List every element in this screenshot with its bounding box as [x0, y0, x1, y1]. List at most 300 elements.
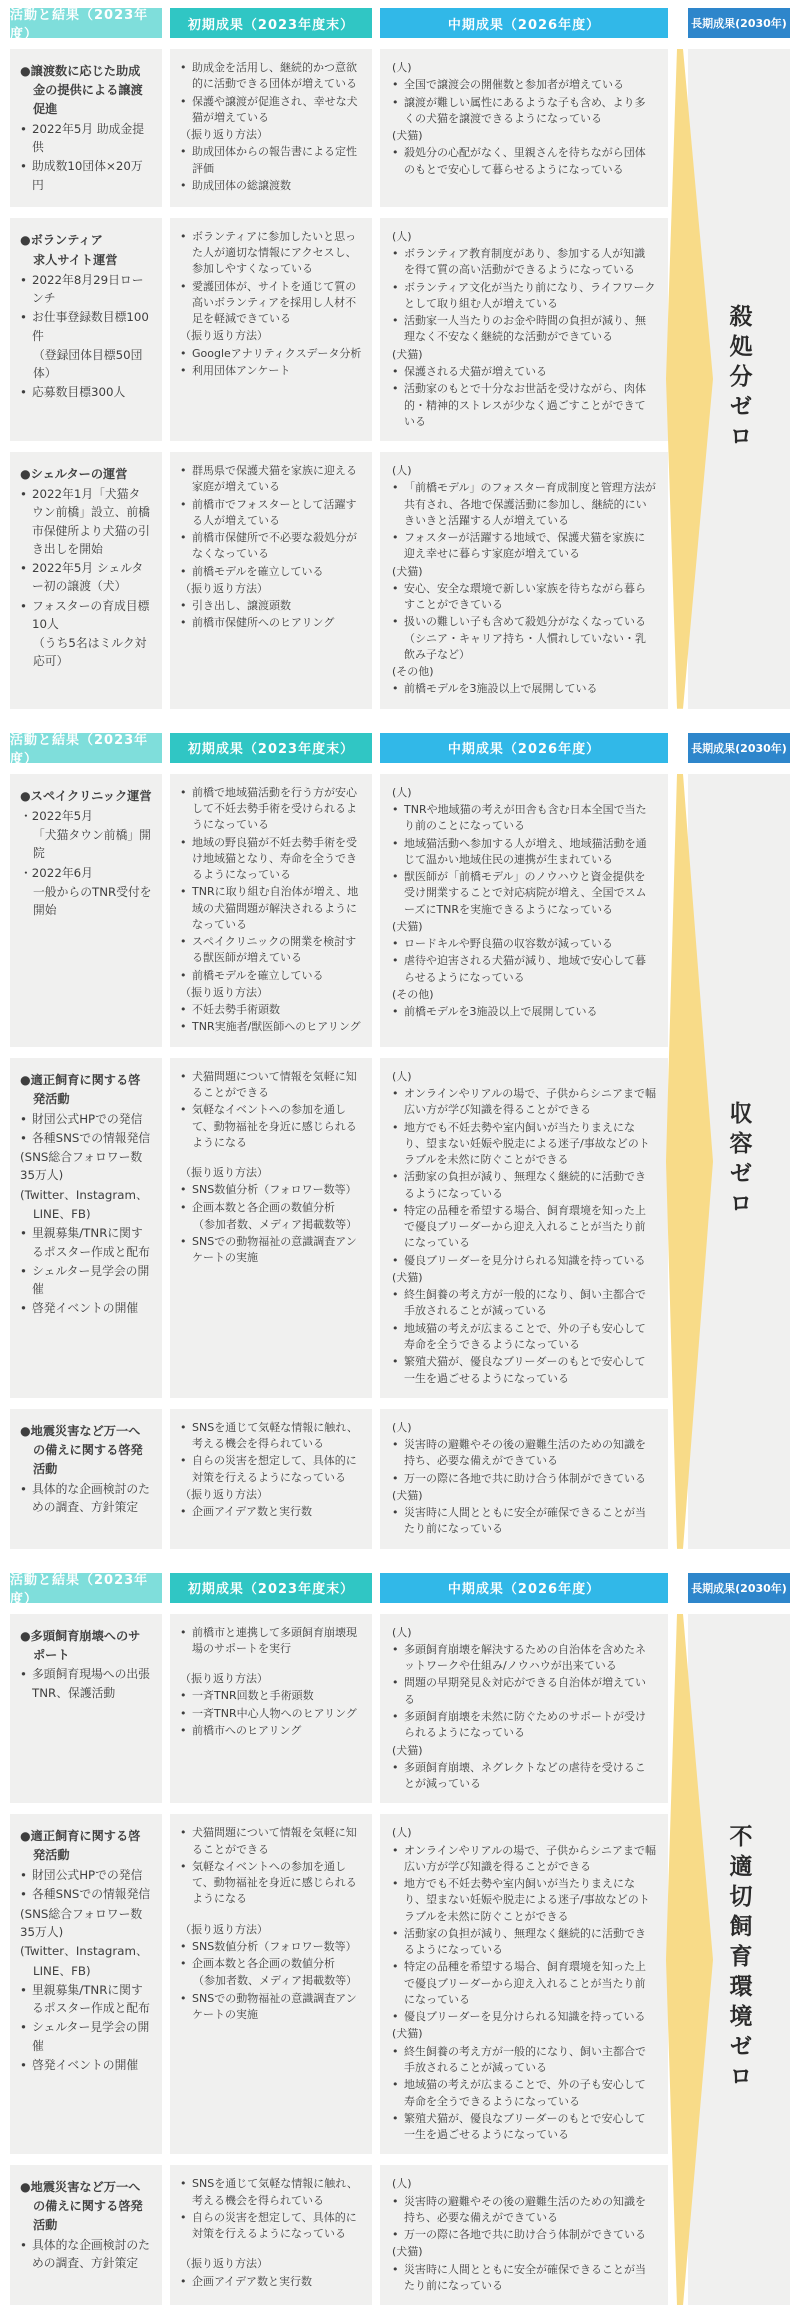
bullet-item [392, 1253, 656, 1269]
bullet-text: フォスターの育成目標10人 [32, 598, 150, 631]
bullet-item [20, 559, 152, 596]
bullet-icon: • [20, 1982, 27, 1997]
bullet-icon: • [392, 481, 399, 495]
bullet-item [392, 802, 656, 835]
bullet-text: 一斉TNR中心人物へのヒアリング [192, 1706, 357, 1720]
text-line: (犬猫) [392, 1270, 423, 1284]
text-line: (SNS総合フォロワー数35万人) [20, 1906, 143, 1939]
bullet-item [20, 1885, 152, 1903]
bullet-item [180, 1504, 362, 1520]
bullet-icon: • [180, 885, 187, 899]
bullet-item [392, 1004, 656, 1020]
long-term-outcome-label: 殺処分ゼロ [725, 303, 752, 454]
bullet-icon: • [20, 598, 27, 613]
bullet-icon: • [180, 1957, 187, 1971]
bullet-icon: • [180, 1020, 187, 1034]
bullet-text: 企画アイデア数と実行数 [192, 1505, 313, 1519]
bullet-item [20, 1299, 152, 1317]
bullet-text: 繁殖犬猫が、優良なブリーダーのもとで安心して一生を過ごせるようになっている [404, 1355, 646, 1385]
bullet-item [392, 1203, 656, 1252]
bullet-item [180, 1069, 362, 1102]
bullet-item [392, 869, 656, 918]
bullet-icon: • [180, 1235, 187, 1249]
bullet-item [180, 1019, 362, 1035]
bullet-item [392, 1354, 656, 1387]
text-line: (犬猫) [392, 1743, 423, 1757]
line-spacer [180, 2243, 362, 2255]
bullet-text: 引き出し、譲渡頭数 [192, 599, 291, 613]
initial-cell [170, 774, 372, 1047]
bullet-item [392, 1959, 656, 2008]
bullet-item [392, 681, 656, 697]
bullet-text: 具体的な企画検討のための調査、方針策定 [32, 1481, 150, 1514]
bullet-item [20, 485, 152, 558]
bullet-text: SNSでの動物福祉の意識調査アンケートの実施 [192, 1235, 357, 1265]
bullet-icon: • [180, 531, 187, 545]
bullet-item [180, 530, 362, 563]
activity-title: ●多頭飼育崩壊へのサポート [20, 1628, 141, 1662]
bullet-item [180, 1688, 362, 1704]
bullet-item [392, 581, 656, 614]
bullet-item [180, 1723, 362, 1739]
bullet-item [392, 280, 656, 313]
bullet-item [20, 1866, 152, 1884]
bullet-icon: • [392, 803, 399, 817]
text-line: (人) [392, 61, 412, 74]
bullet-text: ボランティア教育制度があり、参加する人が知識を得て質の高い活動ができるようになっている [404, 247, 646, 277]
bullet-text: 前橋モデルを3施設以上で展開している [404, 1005, 598, 1019]
bullet-text: 繁殖犬猫が、優良なブリーダーのもとで安心して一生を過ごせるようになっている [404, 2111, 646, 2142]
bullet-text: 一斉TNR回数と手術頭数 [192, 1689, 314, 1703]
bullet-text: 災害時に人間とともに安全が確保できることが当たり前になっている [404, 1506, 646, 1536]
bullet-text: SNSを通じて気軽な情報に触れ、考える機会を得られている [192, 1420, 358, 1451]
text-line: (Twitter、Instagram、 [20, 1187, 148, 1202]
bullet-text: 地域猫活動へ参加する人が増え、地域猫活動を通じて温かい地域住民の連携が生まれている [404, 836, 647, 866]
activity-title: ●スペイクリニック運営 [20, 788, 152, 803]
bullet-item [392, 313, 656, 346]
bullet-icon: • [392, 1926, 399, 1940]
bullet-text: 前橋モデルを3施設以上で展開している [404, 682, 598, 696]
activity-cell [10, 1058, 162, 1398]
bullet-text: 気軽なイベントへの参加を通して、動物福祉を身近に感じられるようになる [192, 1103, 357, 1149]
bullet-item [180, 363, 362, 379]
bullet-item [20, 271, 152, 308]
text-line: (人) [392, 1826, 412, 1840]
text-line: （振り返り方法） [180, 985, 268, 999]
bullet-item [20, 1224, 152, 1261]
bullet-icon: • [392, 247, 399, 261]
activity-title: ●地震災害など万一への備えに関する啓発活動 [20, 2180, 143, 2233]
bullet-icon: • [180, 497, 187, 511]
text-line: LINE、FB) [33, 1963, 91, 1978]
text-line: (人) [392, 464, 412, 478]
bullet-text: シェルター見学会の開催 [32, 2020, 150, 2053]
bullet-item [392, 2262, 656, 2295]
section-zero-intake [10, 733, 792, 1549]
bullet-text: スペイクリニックの開業を検討する獣医師が増えている [192, 935, 357, 965]
activity-cell [10, 49, 162, 207]
activity-cell [10, 2165, 162, 2305]
bullet-text: 前橋市へのヒアリング [192, 1723, 302, 1737]
bullet-item [180, 2176, 362, 2209]
bullet-icon: • [180, 178, 187, 192]
mid-cell [380, 1614, 668, 1804]
bullet-text: 万一の際に各地で共に助け合う体制ができている [404, 2228, 646, 2242]
bullet-text: 問題の早期発見＆対応ができる自治体が増えている [404, 1676, 646, 1706]
bullet-icon: • [180, 1069, 187, 1083]
bullet-icon: • [392, 1760, 399, 1774]
bullet-icon: • [392, 95, 399, 109]
bullet-icon: • [180, 1103, 187, 1117]
bullet-item [20, 1110, 152, 1128]
bullet-text: お仕事登録数目標100件 [32, 310, 149, 343]
bullet-text: 助成金を活用し、継続的かつ意欲的に活動できる団体が増えている [192, 61, 357, 91]
text-line: （振り返り方法） [180, 128, 268, 142]
bullet-item [180, 1200, 362, 1216]
bullet-icon: • [180, 1200, 187, 1214]
bullet-icon: • [180, 564, 187, 578]
bullet-text: SNS数値分析（フォロワー数等） [192, 1939, 357, 1953]
bullet-icon: • [392, 581, 399, 595]
bullet-item [180, 144, 362, 177]
bullet-text: 災害時の避難やその後の避難生活のための知識を持ち、必要な備えができている [404, 1438, 646, 1468]
bullet-text: 自らの災害を想定して、具体的に対策を行えるようになっている [192, 2210, 357, 2241]
bullet-icon: • [180, 1706, 187, 1720]
bullet-icon: • [180, 94, 187, 108]
bullet-text: 愛護団体が、サイトを通じて質の高いボランティアを採用し人材不足を軽減できている [192, 279, 357, 326]
bullet-text: 助成数10団体×20万円 [32, 159, 143, 192]
bullet-text: ボランティアに参加したいと思った人が適切な情報にアクセスし、参加しやすくなっている [192, 229, 357, 276]
mid-cell [380, 774, 668, 1047]
bullet-text: 「前橋モデル」のフォスター育成制度と管理方法が共有され、各地で保護活動に参加し、継続的にいきいきと活躍する人が増えている [404, 481, 656, 527]
bullet-text: シェルター見学会の開催 [32, 1263, 150, 1297]
bullet-item [20, 383, 152, 401]
bullet-icon: • [180, 785, 187, 799]
bullet-item [20, 2018, 152, 2055]
bullet-item [20, 1480, 152, 1517]
bullet-text: 活動家の負担が減り、無理なく継続的に活動できるようになっている [404, 1926, 646, 1957]
activity-cell [10, 218, 162, 441]
initial-cell [170, 1409, 372, 1549]
text-line: (犬猫) [392, 347, 423, 361]
bullet-item [392, 2194, 656, 2227]
text-line: (人) [392, 1625, 412, 1639]
bullet-text: 地方でも不妊去勢や室内飼いが当たりまえになり、望まない妊娠や脱走による迷子/事故などのトラブルを未然に防ぐことができる [404, 1877, 650, 1923]
bullet-text: 万一の際に各地で共に助け合う体制ができている [404, 1471, 646, 1485]
bullet-item [392, 364, 656, 380]
bullet-item [20, 2236, 152, 2273]
activity-cell [10, 774, 162, 1047]
column-header-activities: 活動と結果（2023年度） [10, 1573, 162, 1603]
bullet-icon: • [180, 599, 187, 613]
bullet-text: 地域猫の考えが広まることで、外の子も安心して寿命を全うできるようになっている [404, 2078, 646, 2108]
bullet-icon: • [180, 835, 187, 849]
bullet-item [180, 346, 362, 362]
bullet-item [180, 94, 362, 127]
bullet-text: 2022年5月 助成金提供 [32, 121, 145, 154]
text-line: （振り返り方法） [180, 1487, 268, 1501]
bullet-text: TNRや地域猫の考えが田舎も含む日本全国で当たり前のことになっている [404, 803, 647, 833]
bullet-text: 助成団体の総譲渡数 [192, 178, 291, 192]
bullet-text: 応募数目標300人 [32, 385, 126, 400]
bullet-item [20, 1129, 152, 1147]
activity-cell [10, 1814, 162, 2154]
text-line: (その他) [392, 987, 434, 1001]
bullet-text: 獣医師が「前橋モデル」のノウハウと資金提供を受け開業することで対応病院が増え、全国でスムーズにTNRを実施できるようになっている [404, 870, 647, 916]
column-header-mid: 中期成果（2026年度） [380, 1573, 668, 1603]
bullet-text: 前橋市保健所で不必要な殺処分がなくなっている [192, 531, 357, 561]
bullet-item [392, 614, 656, 663]
bullet-icon: • [392, 2111, 399, 2125]
bullet-icon: • [20, 1868, 27, 1883]
bullet-item [392, 2111, 656, 2144]
bullet-item [392, 1321, 656, 1354]
bullet-icon: • [392, 1087, 399, 1100]
bullet-icon: • [392, 78, 399, 92]
bullet-icon: • [180, 1420, 187, 1434]
text-line: （参加者数、メディア掲載数等） [193, 1974, 358, 1988]
bullet-item [392, 2009, 656, 2025]
text-line: （振り返り方法） [180, 581, 268, 595]
bullet-item [392, 1505, 656, 1538]
bullet-text: 地域猫の考えが広まることで、外の子も安心して寿命を全うできるようになっている [404, 1321, 646, 1351]
column-header-initial: 初期成果（2023年度末） [170, 8, 372, 38]
bullet-icon: • [20, 1130, 27, 1145]
bullet-text: 保護される犬猫が増えている [404, 364, 547, 378]
mid-cell [380, 1409, 668, 1549]
mid-cell [380, 452, 668, 709]
bullet-icon: • [20, 1111, 27, 1126]
bullet-icon: • [392, 1253, 399, 1267]
bullet-text: 不妊去勢手術頭数 [192, 1003, 280, 1017]
bullet-icon: • [20, 272, 27, 287]
bullet-icon: • [20, 1301, 27, 1316]
bullet-icon: • [20, 2020, 27, 2035]
bullet-item [20, 1665, 152, 1702]
bullet-text: 財団公式HPでの発信 [32, 1111, 143, 1126]
initial-cell [170, 1814, 372, 2154]
bullet-icon: • [392, 682, 399, 696]
bullet-item [180, 60, 362, 93]
bullet-item [180, 1102, 362, 1151]
column-header-initial: 初期成果（2023年度末） [170, 733, 372, 763]
section-zero-culling [10, 8, 792, 709]
text-line: （振り返り方法） [180, 1922, 268, 1936]
bullet-icon: • [180, 968, 187, 982]
bullet-text: 具体的な企画検討のための調査、方針策定 [32, 2238, 150, 2271]
bullet-item [392, 381, 656, 430]
bullet-item [180, 1939, 362, 1955]
bullet-item [180, 1706, 362, 1722]
bullet-icon: • [392, 1355, 399, 1369]
bullet-text: 前橋市保健所へのヒアリング [192, 616, 335, 630]
bullet-item [180, 2274, 362, 2290]
bullet-text: 殺処分の心配がなく、里親さんを待ちながら団体のもとで安心して暮らせるようになっている [404, 146, 646, 176]
text-line: (人) [392, 229, 412, 243]
activity-title: ●シェルターの運営 [20, 467, 128, 482]
bullet-icon: • [392, 146, 399, 160]
bullet-icon: • [180, 464, 187, 478]
bullet-item [180, 598, 362, 614]
initial-cell [170, 49, 372, 207]
text-line: (Twitter、Instagram、 [20, 1944, 148, 1959]
bullet-icon: • [180, 61, 187, 74]
bullet-item [392, 1287, 656, 1320]
text-line: (その他) [392, 665, 434, 679]
bullet-text: 前橋市と連携して多頭飼育崩壊現場のサポートを実行 [192, 1625, 357, 1655]
column-header-long: 長期成果(2030年) [688, 8, 790, 38]
bullet-item [392, 1675, 656, 1708]
text-line: (犬猫) [392, 1488, 423, 1502]
bullet-icon: • [392, 2010, 399, 2024]
bullet-item [392, 1086, 656, 1119]
bullet-text: オンラインやリアルの場で、子供からシニアまで幅広い方が学び知識を得ることができる [404, 1087, 657, 1117]
bullet-text: 前橋モデルを確立している [192, 968, 324, 982]
bullet-text: 虐待や迫害される犬猫が減り、地域で安心して暮らせるようになっている [404, 954, 646, 984]
bullet-text: 犬猫問題について情報を気軽に知ることができる [192, 1069, 357, 1099]
bullet-item [392, 1642, 656, 1675]
bullet-text: 災害時に人間とともに安全が確保できることが当たり前になっている [404, 2262, 646, 2292]
bullet-text: 里親募集/TNRに関するポスター作成と配布 [32, 1982, 150, 2016]
bullet-text: 終生飼養の考え方が一般的になり、飼い主都合で手放されることが減っている [404, 2044, 646, 2075]
bullet-item [392, 246, 656, 279]
initial-cell [170, 1058, 372, 1398]
initial-cell [170, 2165, 372, 2305]
text-line: （うち5名はミルク対応可） [33, 636, 147, 669]
text-line: （振り返り方法） [180, 2257, 268, 2271]
bullet-item [392, 145, 656, 178]
bullet-icon: • [392, 954, 399, 968]
bullet-text: TNRに取り組む自治体が増え、地域の犬猫問題が解決されるようになっている [192, 885, 359, 931]
bullet-item [180, 968, 362, 984]
bullet-item [392, 1760, 656, 1793]
activity-title: ●適正飼育に関する啓発活動 [20, 1829, 141, 1863]
bullet-icon: • [392, 1005, 399, 1019]
bullet-text: 2022年1月「犬猫タウン前橋」設立、前橋市保健所より犬猫の引き出しを開始 [32, 486, 150, 556]
bullet-text: 企画本数と各企画の数値分析 [192, 1200, 335, 1214]
bullet-item [180, 229, 362, 278]
bullet-icon: • [392, 870, 399, 884]
text-line: （振り返り方法） [180, 329, 268, 343]
bullet-icon: • [392, 2262, 399, 2276]
bullet-item [392, 1120, 656, 1169]
bullet-icon: • [180, 279, 187, 293]
text-line: (人) [392, 2177, 412, 2191]
bullet-icon: • [392, 1120, 399, 1134]
bullet-icon: • [392, 1960, 399, 1974]
initial-cell [170, 452, 372, 709]
text-line: (犬猫) [392, 2027, 423, 2041]
bullet-item [20, 1262, 152, 1299]
bullet-icon: • [180, 1505, 187, 1519]
bullet-text: 特定の品種を希望する場合、飼育環境を知った上で優良ブリーダーから迎え入れることが当たり前になっている [404, 1960, 646, 2006]
column-header-long: 長期成果(2030年) [688, 733, 790, 763]
bullet-text: 多頭飼育崩壊、ネグレクトなどの虐待を受けることが減っている [404, 1760, 646, 1791]
bullet-item [180, 1234, 362, 1267]
bullet-text: 利用団体アンケート [192, 363, 291, 377]
bullet-text: 活動家一人当たりのお金や時間の負担が減り、無理なく不安なく継続的な活動ができている [404, 314, 646, 344]
text-line: (犬猫) [392, 129, 423, 143]
bullet-text: フォスターが活躍する地域で、保護犬猫を家族に迎え幸せに暮らす家庭が増えている [404, 531, 646, 561]
bullet-text: 里親募集/TNRに関するポスター作成と配布 [32, 1226, 150, 1259]
bullet-text: 譲渡が難しい属性にあるような子も含め、より多くの犬猫を譲渡できるようになっている [404, 95, 646, 125]
bullet-icon: • [180, 145, 187, 159]
bullet-text: 終生飼養の考え方が一般的になり、飼い主都合で手放されることが減っている [404, 1288, 646, 1318]
bullet-item [180, 178, 362, 194]
bullet-icon: • [392, 1438, 399, 1452]
bullet-icon: • [392, 314, 399, 328]
bullet-text: 災害時の避難やその後の避難生活のための知識を持ち、必要な備えができている [404, 2194, 646, 2224]
bullet-item [392, 2227, 656, 2243]
bullet-icon: • [20, 121, 27, 136]
long-term-outcome-box [688, 1614, 790, 2306]
bullet-item [392, 836, 656, 869]
bullet-item [180, 1182, 362, 1198]
bullet-icon: • [180, 1689, 187, 1703]
text-line: (犬猫) [392, 564, 423, 578]
text-line: 一般からのTNR受付を開始 [33, 884, 152, 918]
bullet-item [392, 2077, 656, 2110]
column-header-initial: 初期成果（2023年度末） [170, 1573, 372, 1603]
bullet-item [180, 1625, 362, 1658]
bullet-text: ボランティア文化が当たり前になり、ライフワークとして取り組む人が増えている [404, 280, 656, 310]
bullet-icon: • [392, 364, 399, 378]
bullet-item [180, 835, 362, 884]
bullet-item [392, 77, 656, 93]
bullet-icon: • [392, 2228, 399, 2242]
bullet-icon: • [20, 1667, 27, 1682]
bullet-text: 啓発イベントの開催 [32, 1301, 139, 1316]
bullet-item [180, 1420, 362, 1453]
section-zero-improper-care [10, 1573, 792, 2306]
bullet-item [392, 953, 656, 986]
bullet-text: 活動家のもとで十分なお世話を受けながら、肉体的・精神的ストレスが少なく過ごすことができている [404, 382, 646, 428]
bullet-text: 各種SNSでの情報発信 [32, 1887, 151, 1902]
bullet-icon: • [180, 2177, 187, 2191]
bullet-item [392, 1709, 656, 1742]
text-line: ・2022年6月 [20, 865, 93, 880]
activity-cell [10, 452, 162, 709]
bullet-text: SNS数値分析（フォロワー数等） [192, 1183, 357, 1197]
bullet-icon: • [180, 1183, 187, 1197]
activity-cell [10, 1614, 162, 1804]
long-term-outcome-label: 不適切飼育環境ゼロ [725, 1824, 752, 2095]
bullet-icon: • [20, 486, 27, 501]
text-line: （参加者数、メディア掲載数等） [193, 1217, 358, 1231]
long-term-outcome-box [688, 774, 790, 1549]
bullet-text: 企画アイデア数と実行数 [192, 2274, 313, 2288]
bullet-icon: • [180, 229, 187, 243]
bullet-text: 活動家の負担が減り、無理なく継続的に活動できるようになっている [404, 1170, 646, 1200]
bullet-item [392, 1843, 656, 1876]
text-line: LINE、FB) [33, 1206, 91, 1221]
mid-cell [380, 1058, 668, 1398]
bullet-item [180, 1002, 362, 1018]
activity-title: ●適正飼育に関する啓発活動 [20, 1072, 141, 1106]
bullet-icon: • [392, 280, 399, 294]
bullet-icon: • [20, 385, 27, 400]
activity-title: ●ボランティア [20, 232, 103, 247]
text-line: (SNS総合フォロワー数35万人) [20, 1150, 143, 1183]
bullet-item [20, 157, 152, 194]
bullet-text: 自らの災害を想定して、具体的に対策を行えるようになっている [192, 1454, 357, 1484]
bullet-text: ロードキルや野良猫の収容数が減っている [404, 937, 613, 951]
bullet-text: 犬猫問題について情報を気軽に知ることができる [192, 1826, 357, 1856]
bullet-item [180, 463, 362, 496]
bullet-icon: • [392, 1506, 399, 1520]
bullet-text: 多頭飼育崩壊を解決するための自治体を含めたネットワークや仕組み/ノウハウが出来ている [404, 1642, 646, 1673]
mid-cell [380, 218, 668, 441]
